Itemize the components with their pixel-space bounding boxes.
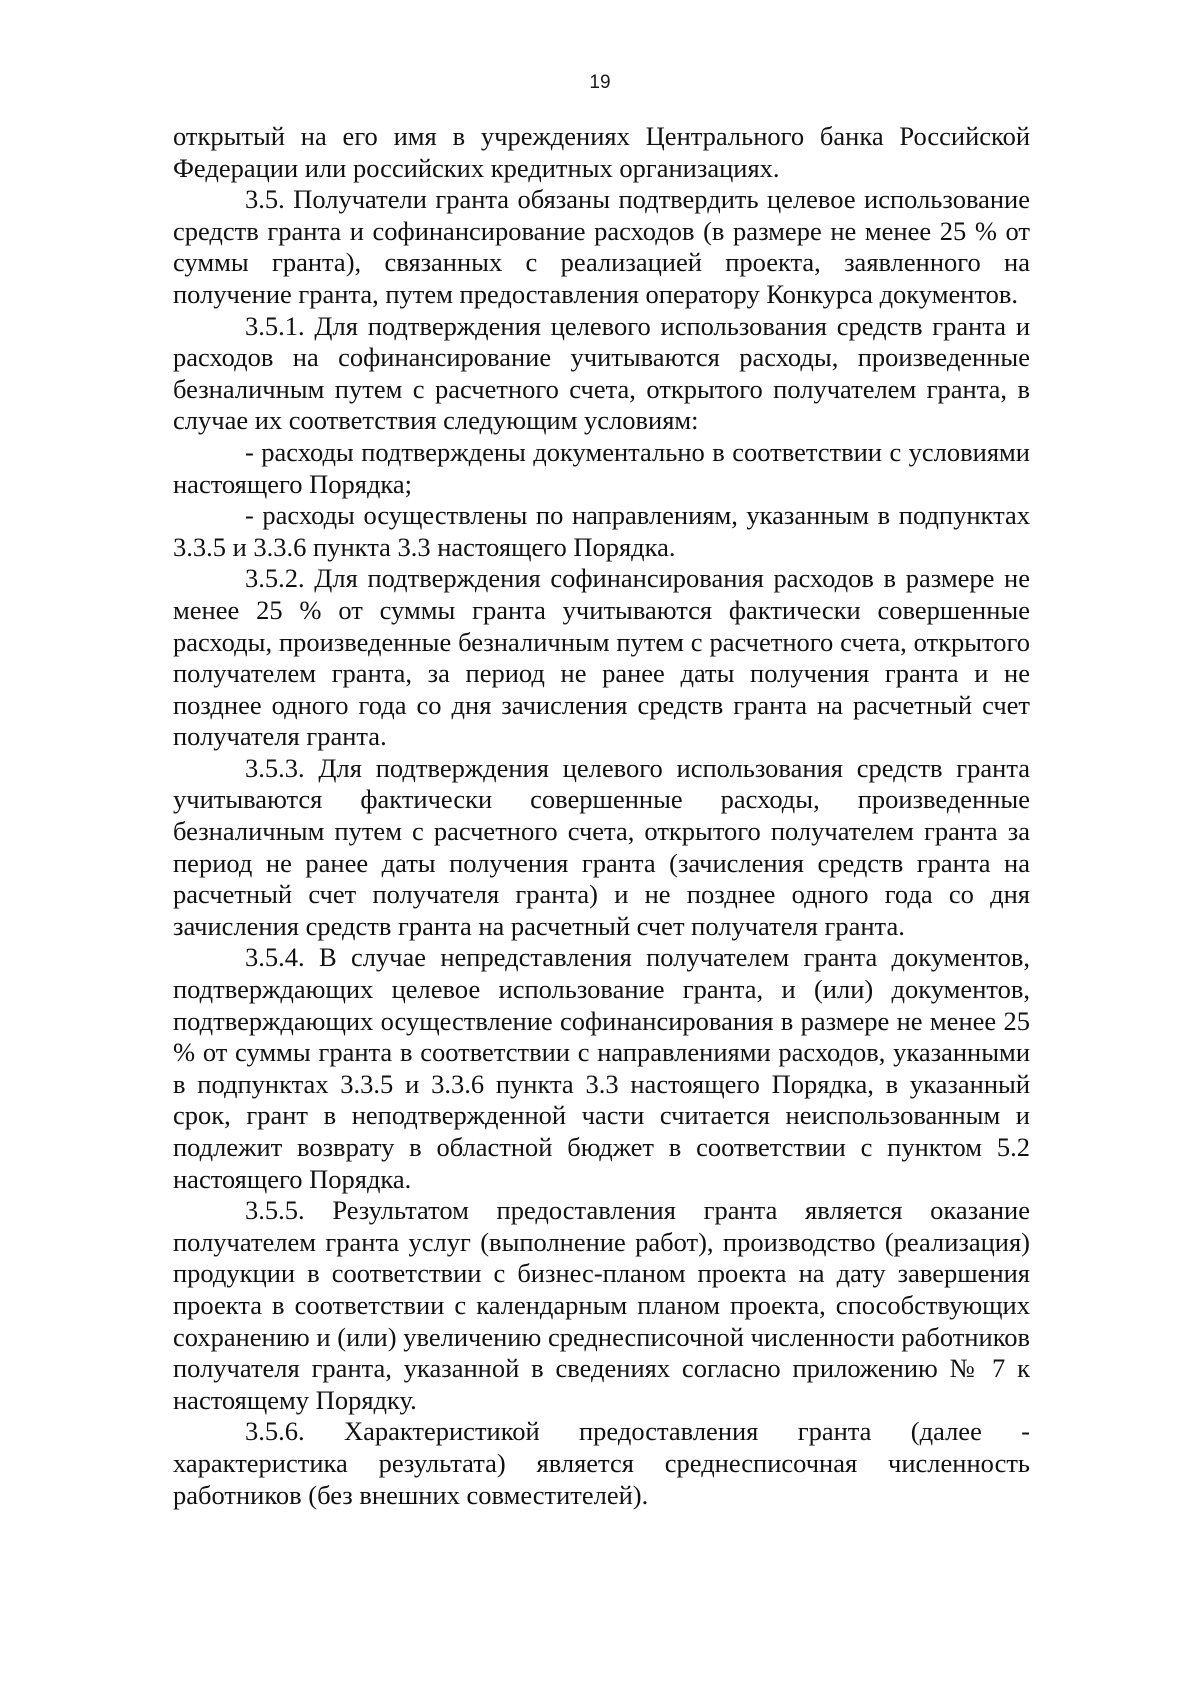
paragraph-continuation: открытый на его имя в учреждениях Центрального банка Российской Федерации или российских кредитных организациях. (173, 121, 1030, 183)
list-item-directions: - расходы осуществлены по направлениям, указанным в подпунктах 3.3.5 и 3.3.6 пункта 3.3 настоящего Порядка. (173, 500, 1030, 562)
page-number: 19 (589, 72, 611, 93)
document-body (173, 121, 1030, 1511)
paragraph-3-5: 3.5. Получатели гранта обязаны подтвердить целевое использование средств гранта и софинансирование расходов (в размере не менее 25 % от суммы гранта), связанных с реализацией проекта, заявленного на получение гранта, путем предоставления оператору Конкурса документов. (173, 184, 1030, 309)
paragraph-3-5-1: 3.5.1. Для подтверждения целевого использования средств гранта и расходов на софинансирование учитываются расходы, произведенные безналичным путем с расчетного счета, открытого получателем гранта, в случае их соответствия следующим условиям: (173, 310, 1030, 436)
paragraph-3-5-4: 3.5.4. В случае непредставления получателем гранта документов, подтверждающих целевое использование гранта, и (или) документов, подтверждающих осуществление софинансирования в размере не менее 25 % от суммы гранта в соответствии с направлениями расходов, указанными в подпунктах 3.3.5 и 3.3.6 пункта 3.3 настоящего Порядка, в указанный срок, грант в неподтвержденной части считается неиспользованным и подлежит возврату в областной бюджет в соответствии с пунктом 5.2 настоящего Порядка. (173, 942, 1030, 1194)
paragraph-3-5-3: 3.5.3. Для подтверждения целевого использования средств гранта учитываются фактически совершенные расходы, произведенные безналичным путем с расчетного счета, открытого получателем гранта за период не ранее даты получения гранта (зачисления средств гранта на расчетный счет получателя гранта) и не позднее одного года со дня зачисления средств гранта на расчетный счет получателя гранта. (173, 752, 1030, 941)
paragraph-3-5-2: 3.5.2. Для подтверждения софинансирования расходов в размере не менее 25 % от суммы гранта учитываются фактически совершенные расходы, произведенные безналичным путем с расчетного счета, открытого получателем гранта, за период не ранее даты получения гранта и не позднее одного года со дня зачисления средств гранта на расчетный счет получателя гранта. (173, 563, 1030, 752)
list-item-documented: - расходы подтверждены документально в соответствии с условиями настоящего Порядка; (173, 436, 1030, 499)
paragraph-3-5-5: 3.5.5. Результатом предоставления гранта является оказание получателем гранта услуг (выполнение работ), производство (реализация) продукции в соответствии с бизнес-планом проекта на дату завершения проекта в соответствии с календарным планом проекта, способствующих сохранению и (или) увеличению среднесписочной численности работников получателя гранта, указанной в сведениях согласно приложению № 7 к настоящему Порядку. (173, 1195, 1030, 1415)
paragraph-3-5-6: 3.5.6. Характеристикой предоставления гранта (далее - характеристика результата) является среднесписочная численность работников (без внешних совместителей). (173, 1416, 1030, 1510)
